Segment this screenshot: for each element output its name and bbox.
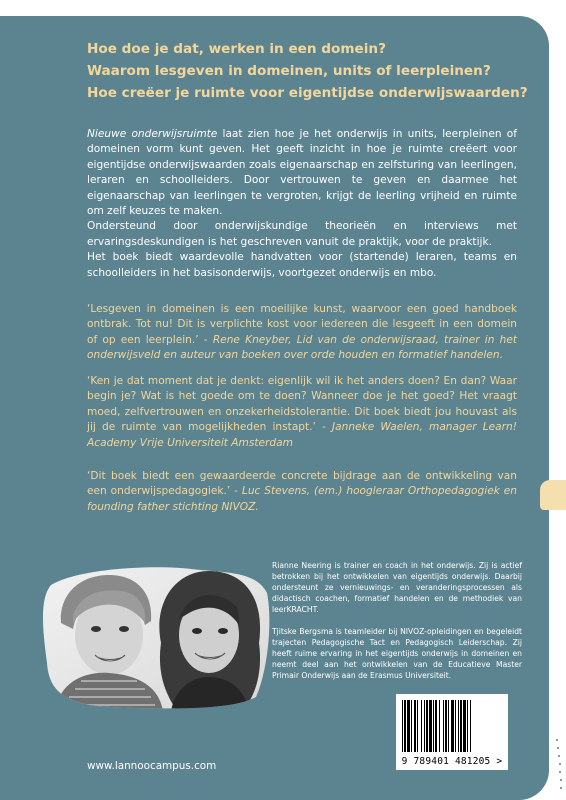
publisher-website[interactable]: www.lannoocampus.com [87,760,217,772]
intro-paragraph-1-text: laat zien hoe je het onderwijs in units, leerpleinen of domeinen vorm kunt geven. Het geeft inzicht in hoe je ruimte creëert voor eigentijdse onderwijswaarden zoals eigenaarschap en zelfsturing van leerlingen, leraren en schoolleiders. Door vertrouwen te geven en daarmee het eigenaarschap van leerlingen te vergroten, krijgt de leerling vrijheid en ruimte om zelf keuzes te maken. [87,128,517,218]
quote-2-attribution: Janneke Waelen, manager Learn! Academy Vrije Universiteit Amsterdam [87,421,517,449]
bookmark-tab [540,480,566,510]
quote-1-attribution: Rene Kneyber, Lid van de onderwijsraad, trainer in het onderwijsveld en auteur van boeken over orde houden en formatief handelen. [87,333,517,362]
dotted-decoration [554,736,564,796]
headline-3: Hoe creëer je ruimte voor eigentijdse onderwijswaarden? [87,85,528,101]
quote-1 [87,302,517,364]
author-photo [41,563,271,711]
barcode-bars [402,700,502,752]
author-bio-2: Tjitske Bergsma is teamleider bij NIVOZ-opleidingen en begeleidt trajecten Pedagogische Tact en Pedagogisch Leiderschap. Zij heeft ruime ervaring in het eigentijds onderwijs in domeinen en neemt deel aan het ontwikkelen van de Educatieve Master Primair Onderwijs aan de Erasmus Universiteit. [272,627,522,680]
quote-2-text: ‘Ken je dat moment dat je denkt: eigenlijk wil ik het anders doen? En dan? Waar begin je? Wat is het goede om te doen? Wanneer doe je het goed? Het vraagt moed, zelfvertrouwen en onzekerheidstolerantie. Dit boek biedt jou houvast als jij de ruimte van mogelijkheden instapt.’ - [87,375,517,434]
quote-3-text: ‘Dit boek biedt een gewaardeerde concrete bijdrage aan de ontwikkeling van een onderwijspedagogiek.’ - [87,470,517,498]
headline-questions [87,38,527,104]
quote-2 [87,374,517,451]
author-bio-1: Rianne Neering is trainer en coach in het onderwijs. Zij is actief betrokken bij het ontwikkelen van eigentijds onderwijs. Daarbij ondersteunt ze vernieuwings- en veranderingsprocessen als didactisch coachen, formatief handelen en de methodiek van leerKRACHT. [272,561,522,614]
quote-1-text: ‘Lesgeven in domeinen is een moeilijke kunst, waarvoor een goed handboek ontbrak. Tot nu! Dit is verplichte kost voor iedereen die lesgeeft in een domein of op een leerplein.’ - [87,303,517,346]
intro-paragraph-2: Ondersteund door onderwijskundige theorieën en interviews met ervaringsdeskundigen is het geschreven vanuit de praktijk, voor de praktijk. [87,220,517,248]
book-title-italic: Nieuwe onderwijsruimte [87,128,218,140]
author-photo-image [41,563,271,711]
intro-text [87,127,517,281]
headline-2: Waarom lesgeven in domeinen, units of leerpleinen? [87,63,491,79]
isbn-barcode [396,694,508,770]
intro-paragraph-1 [87,127,517,219]
headline-1: Hoe doe je dat, werken in een domein? [87,41,386,57]
quote-3 [87,469,517,515]
quote-3-attribution: Luc Stevens, (em.) hoogleraar Orthopedagogiek en founding father stichting NIVOZ. [87,485,518,513]
intro-paragraph-3: Het boek biedt waardevolle handvatten voor (startende) leraren, teams en schoolleiders in het basisonderwijs, voortgezet onderwijs en mbo. [87,251,517,279]
isbn-number: 9 789401 481205 > [401,756,503,767]
